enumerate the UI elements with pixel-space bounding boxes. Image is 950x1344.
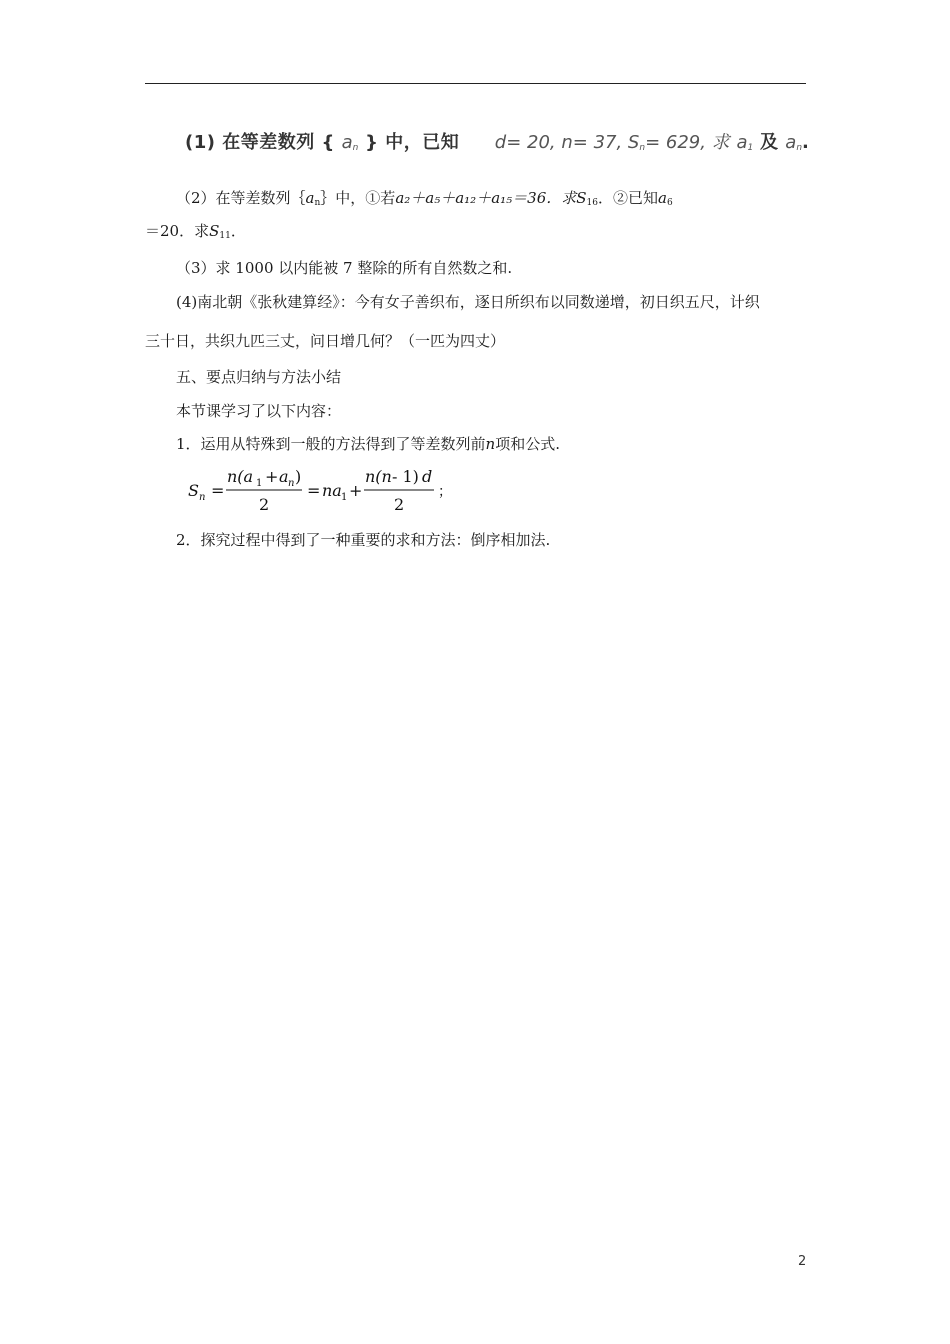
s16-symbol: S [576,189,587,207]
given-subscript: n [639,143,646,153]
problem-2-line-1 [176,188,673,213]
sum-formula-svg [188,462,468,518]
given-tail: = 629, 求 [645,132,730,153]
formula-den1: 2 [259,495,270,514]
formula-num1-plus: + [265,467,279,486]
problem-1-mid: } 中，已知 [365,132,460,153]
formula-na-sub: 1 [341,492,348,503]
problem-2-text: ． [230,222,246,240]
problem-1-a1 [736,132,753,153]
problem-2-text: ｝中，①若 [320,189,396,207]
seq-symbol: a [305,189,315,207]
formula-plus: + [349,481,363,500]
problem-2-text: ＝20．求 [145,222,210,240]
problem-1-end: . [802,132,810,153]
summary-item-1-text: 1．运用从特殊到一般的方法得到了等差数列前 [176,435,486,453]
problem-2-text: ．②已知 [598,189,659,207]
problem-1 [185,133,809,158]
formula-num1: n(a [227,467,254,486]
formula-den2: 2 [394,495,405,514]
seq-subscript: n [352,143,359,153]
formula-semicolon: ； [438,484,452,500]
header-rule [145,83,806,84]
problem-2-line-2 [145,221,246,246]
n-symbol: n [485,435,496,453]
formula-num2: n(n [365,467,392,486]
a6-symbol: a [658,189,667,207]
problem-3: （3）求 1000 以内能被 7 整除的所有自然数之和. [176,259,513,277]
problem-1-an [785,132,802,153]
formula-S-sub: n [199,492,206,503]
s16-subscript: 16 [586,198,598,208]
an-symbol: a [785,132,797,153]
summary-item-1-text: 项和公式. [495,435,560,453]
formula-num2-d: d [422,467,433,486]
formula-num1-subn: n [288,478,295,489]
formula-num1-a: a [279,467,289,486]
problem-2-text: （2）在等差数列｛ [176,189,306,207]
problem-1-prefix: (1) 在等差数列 { [185,132,335,153]
given-values: d= 20, n= 37, S [494,132,640,153]
formula-num1-close: ) [295,467,302,486]
problem-4-line-2: 三十日，共织九匹三丈，问日增几何？（一匹为四丈） [145,332,506,350]
formula-na: na [322,481,342,500]
formula-eq2: = [307,481,321,500]
problem-4-line-1: (4)南北朝《张秋建算经》：今有女子善织布，逐日所织布以同数递增，初日织五尺，计织 [176,293,760,311]
a1-subscript: 1 [747,143,754,153]
sum-expression: a₂＋a₅＋a₁₂＋a₁₅＝36．求 [395,189,577,207]
page-number: 2 [798,1254,807,1269]
summary-item-1 [176,434,560,454]
seq-subscript: n [314,198,321,208]
problem-1-and: 及 [760,132,779,153]
a1-symbol: a [736,132,748,153]
problem-1-given [495,132,730,153]
s11-symbol: S [209,222,220,240]
formula-num1-sub1: 1 [256,478,263,489]
an-subscript: n [796,143,803,153]
formula-S: S [188,481,199,500]
a6-subscript: 6 [666,198,673,208]
seq-symbol: a [341,132,353,153]
formula-num2-minus: - 1) [392,467,419,486]
summary-item-2: 2．探究过程中得到了一种重要的求和方法：倒序相加法. [176,531,551,549]
s11-subscript: 11 [219,231,231,241]
sum-formula [188,462,468,518]
formula-eq1: = [211,481,225,500]
section-heading: 五、要点归纳与方法小结 [176,368,342,386]
problem-1-seq [342,132,359,153]
section-intro: 本节课学习了以下内容： [176,402,342,420]
